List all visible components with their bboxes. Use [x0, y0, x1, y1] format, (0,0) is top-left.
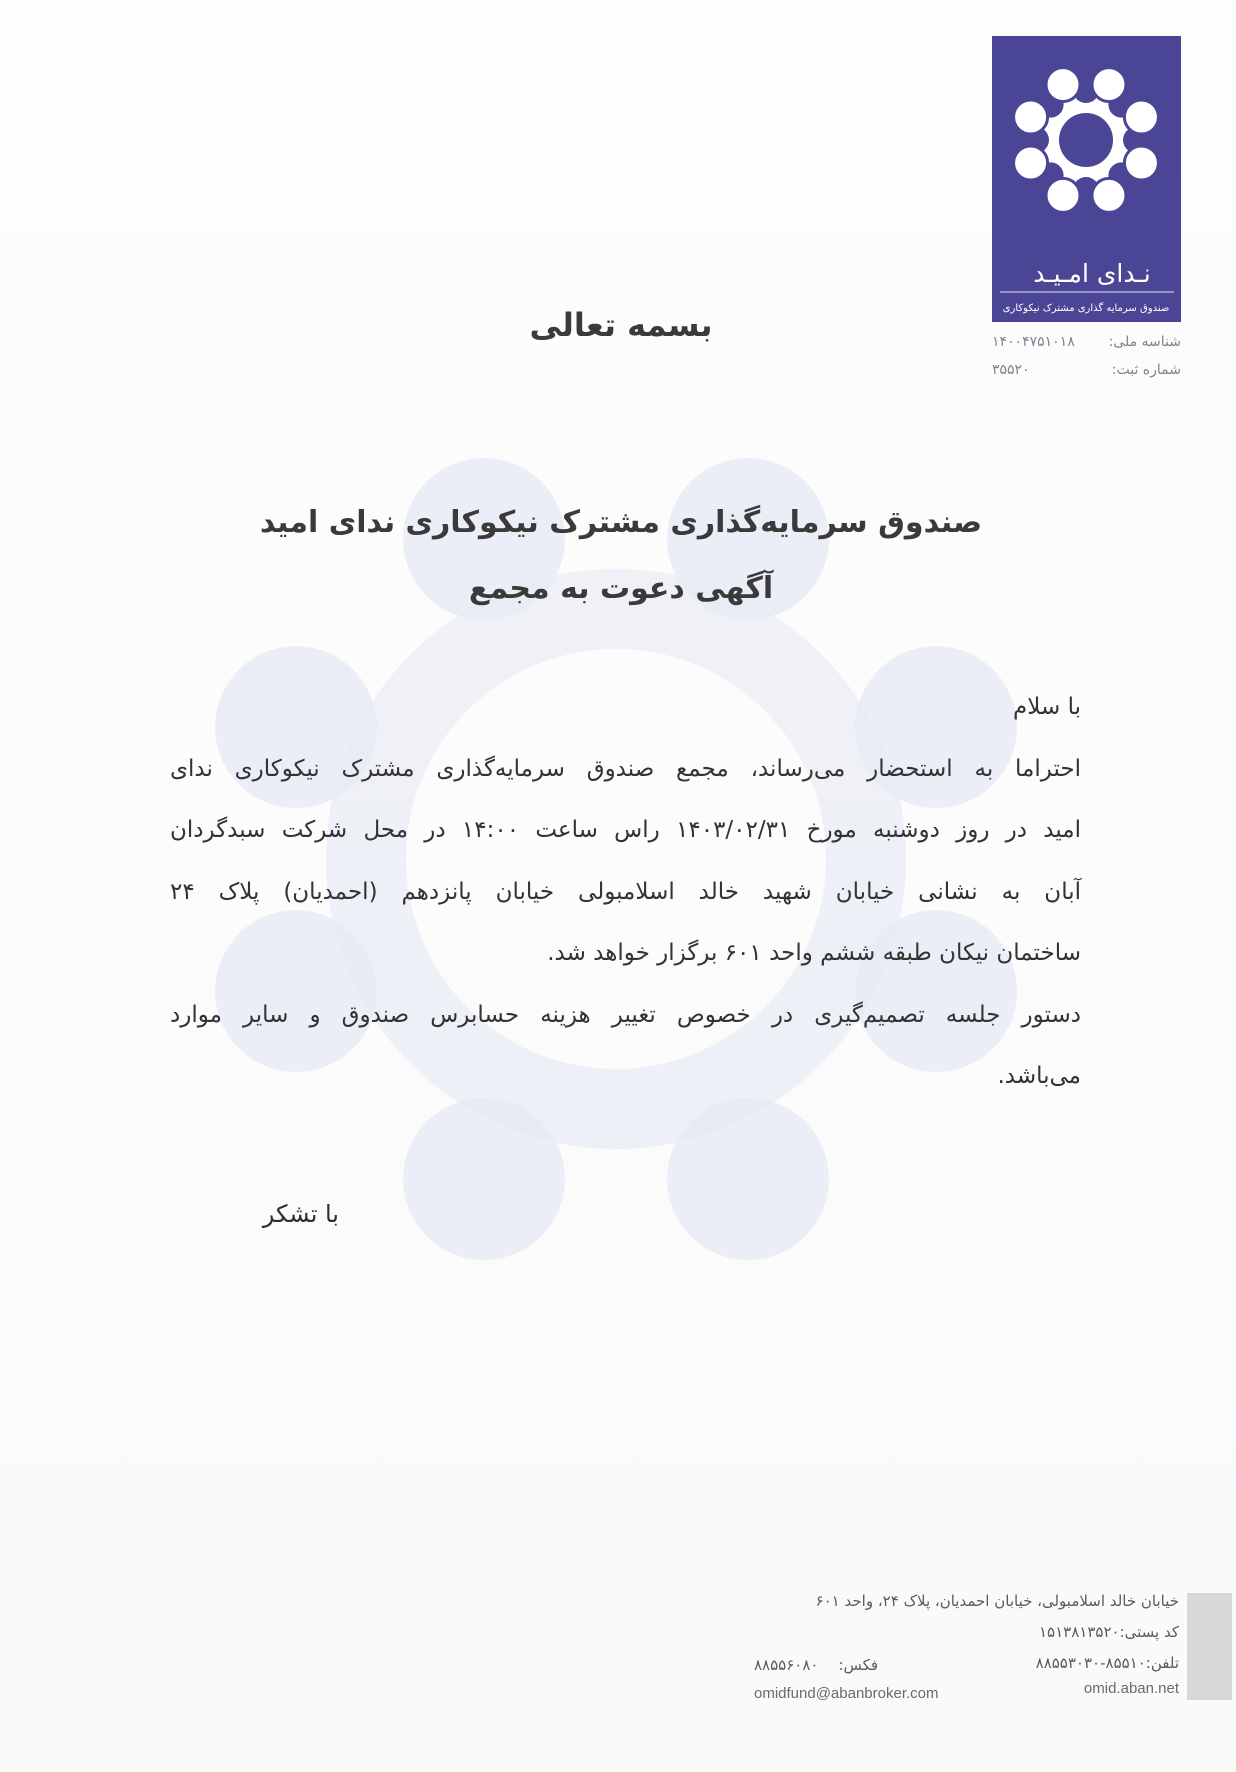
paragraph-line: احتراما به استحضار می‌رساند، مجمع صندوق سرمایه‌گذاری مشترک نیکوکاری ندای [170, 755, 1081, 782]
closing-thanks: با تشکر [262, 1200, 339, 1228]
registration-number-label: شماره ثبت: [1111, 362, 1181, 378]
footer-fax [754, 1656, 878, 1674]
title-notice: آگهی دعوت به مجمع [468, 571, 774, 606]
footer-phone [1036, 1654, 1179, 1672]
national-id-value: ۱۴۰۰۴۷۵۱۰۱۸ [992, 334, 1075, 350]
logo-subtitle: صندوق سرمایه گذاری مشترک نیکوکاری [1002, 303, 1170, 314]
footer-email: omidfund@abanbroker.com [754, 1685, 939, 1702]
footer-address: خیابان خالد اسلامبولی، خیابان احمدیان، پلاک ۲۴، واحد ۶۰۱ [815, 1592, 1179, 1610]
footer-website: omid.aban.net [1083, 1680, 1179, 1697]
fax-label: فکس: [838, 1656, 879, 1674]
postal-code-label: کد پستی: [1119, 1623, 1179, 1641]
footer-postal-code [1039, 1623, 1179, 1641]
national-id-label: شناسه ملی: [1108, 334, 1181, 350]
scan-edge-shadow [1187, 1593, 1232, 1700]
letter-body [170, 677, 1081, 1108]
logo-name: نـدای امـیـد [1033, 259, 1151, 288]
registration-info [992, 328, 1181, 384]
agenda-line: می‌باشد. [997, 1063, 1081, 1089]
phone-value: ۸۸۵۵۳۰۳۰-۸۵۵۱۰ [1035, 1654, 1146, 1672]
registration-number-row [992, 356, 1181, 384]
fax-value: ۸۸۵۵۶۰۸۰ [754, 1656, 819, 1674]
registration-number-value: ۳۵۵۲۰ [992, 362, 1030, 378]
paragraph-line: امید در روز دوشنبه مورخ ۱۴۰۳/۰۲/۳۱ راس ساعت ۱۴:۰۰ در محل شرکت سبدگردان [170, 817, 1082, 843]
postal-code-value: ۱۵۱۳۸۱۳۵۲۰ [1039, 1623, 1120, 1641]
greeting: با سلام [1013, 694, 1081, 720]
basmala-heading: بسمه تعالی [529, 306, 713, 344]
organization-logo [992, 36, 1181, 322]
national-id-row [992, 328, 1181, 356]
paragraph-line: آبان به نشانی خیابان شهید خالد اسلامبولی خیابان پانزدهم (احمدیان) پلاک ۲۴ [170, 878, 1081, 905]
document-title [171, 498, 1071, 630]
phone-label: تلفن: [1145, 1654, 1179, 1672]
footer-contact [754, 1592, 1179, 1710]
paragraph-line: ساختمان نیکان طبقه ششم واحد ۶۰۱ برگزار خواهد شد. [547, 940, 1081, 966]
agenda-line: دستور جلسه تصمیم‌گیری در خصوص تغییر هزینه حسابرس صندوق و سایر موارد [170, 1001, 1081, 1028]
title-fund-name: صندوق سرمایه‌گذاری مشترک نیکوکاری ندای امید [259, 505, 983, 540]
